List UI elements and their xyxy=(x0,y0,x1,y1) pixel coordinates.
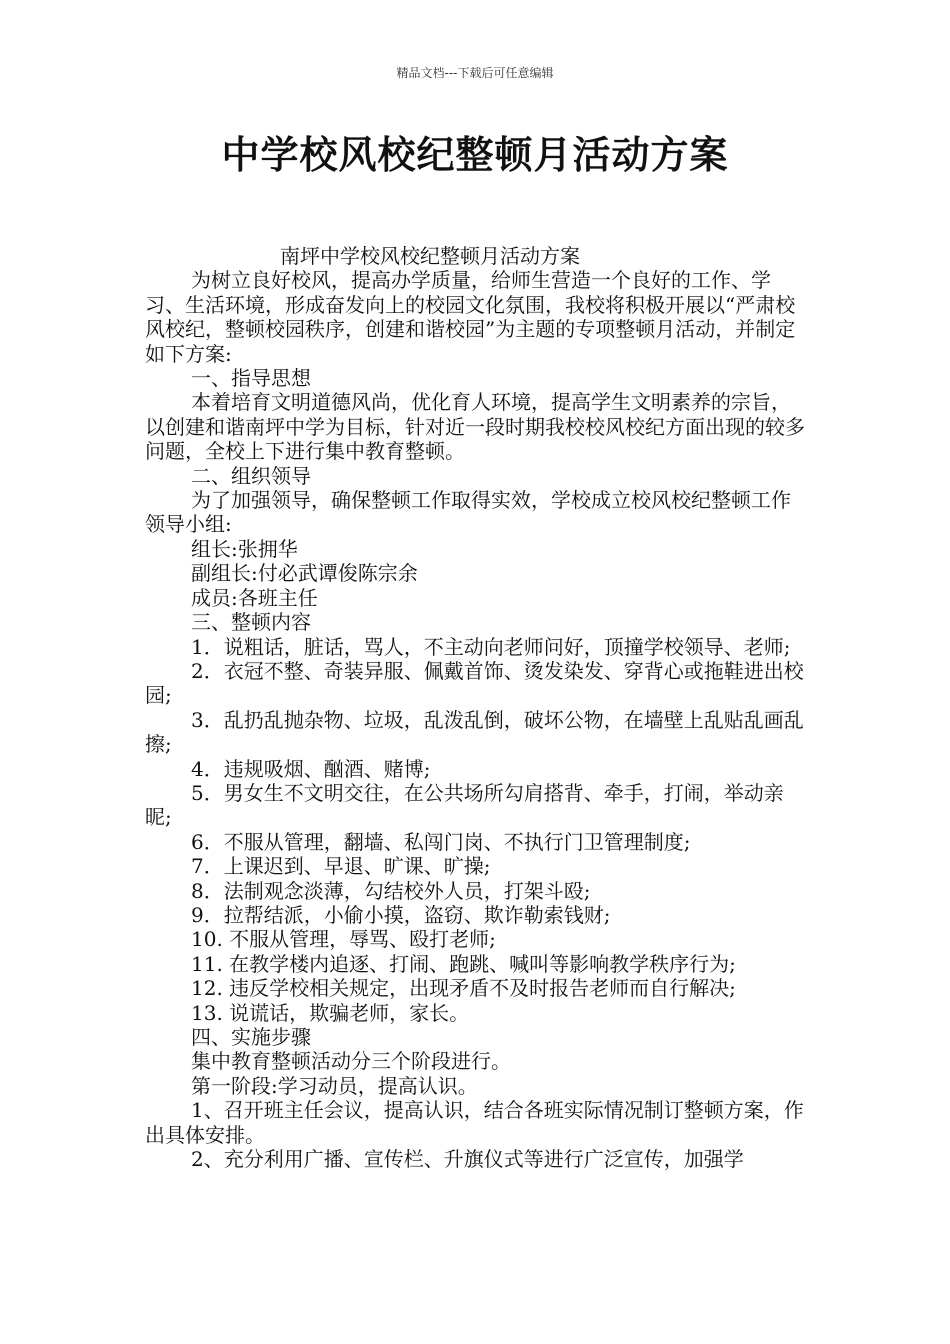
list-item: 4．违规吸烟、酗酒、赌博; xyxy=(191,756,431,781)
guiding-ideology-paragraph: 本着培育文明道德风尚，优化育人环境，提高学生文明素养的宗旨，以创建和谐南坪中学为目标，针对近一段时期我校校风校纪方面出现的较多问题，全校上下进行集中教育整顿。 xyxy=(145,390,805,464)
list-item: 2．衣冠不整、奇装异服、佩戴首饰、烫发染发、穿背心或拖鞋进出校园; xyxy=(145,658,804,708)
vice-leader-line: 副组长:付必武谭俊陈宗余 xyxy=(191,561,418,586)
list-item: 1．说粗话，脏话，骂人，不主动向老师问好，顶撞学校领导、老师; xyxy=(191,634,791,659)
organization-paragraph: 为了加强领导，确保整顿工作取得实效，学校成立校风校纪整顿工作领导小组: xyxy=(145,488,791,537)
header-note: 精品文档---下载后可任意编辑 xyxy=(396,66,554,80)
intro-paragraph: 为树立良好校风，提高办学质量，给师生营造一个良好的工作、学习、生活环境，形成奋发向上的校园文化氛围，我校将积极开展以“严肃校风校纪，整顿校园秩序，创建和谐校园”为主题的专项整顿月活动，并制定如下方案: xyxy=(145,268,796,366)
members-line: 成员:各班主任 xyxy=(191,585,318,610)
list-item: 10. 不服从管理，辱骂、殴打老师; xyxy=(191,927,496,952)
section-heading-rectification-content: 三、整顿内容 xyxy=(191,610,311,635)
list-item: 7．上课迟到、早退、旷课、旷操; xyxy=(191,854,491,879)
section-heading-organization: 二、组织领导 xyxy=(191,463,311,488)
section-heading-guiding-ideology: 一、指导思想 xyxy=(191,366,311,391)
section-heading-implementation-steps: 四、实施步骤 xyxy=(191,1025,311,1049)
document-title: 中学校风校纪整顿月活动方案 xyxy=(221,133,729,177)
list-item: 6．不服从管理，翻墙、私闯门岗、不执行门卫管理制度; xyxy=(191,829,691,854)
list-item: 13. 说谎话，欺骗老师，家长。 xyxy=(191,1000,470,1025)
document-subtitle: 南坪中学校风校纪整顿月活动方案 xyxy=(280,244,580,268)
implementation-intro-line: 集中教育整顿活动分三个阶段进行。 xyxy=(191,1049,511,1074)
list-item: 12. 违反学校相关规定，出现矛盾不及时报告老师而自行解决; xyxy=(191,976,736,1001)
list-item: 3．乱扔乱抛杂物、垃圾，乱泼乱倒，破坏公物，在墙壁上乱贴乱画乱擦; xyxy=(145,707,804,757)
stage-one-line: 第一阶段:学习动员，提高认识。 xyxy=(191,1073,478,1098)
document-body xyxy=(145,244,809,1171)
list-item: 8．法制观念淡薄，勾结校外人员，打架斗殴; xyxy=(191,878,591,903)
list-item: 5．男女生不文明交往，在公共场所勾肩搭背、牵手，打闹，举动亲昵; xyxy=(145,780,784,830)
list-item: 9．拉帮结派，小偷小摸，盗窃、欺诈勒索钱财; xyxy=(191,902,611,927)
step-two-paragraph: 2、充分利用广播、宣传栏、升旗仪式等进行广泛宣传，加强学 xyxy=(191,1147,744,1172)
step-one-paragraph: 1、召开班主任会议，提高认识，结合各班实际情况制订整顿方案，作出具体安排。 xyxy=(145,1098,804,1147)
list-item: 11. 在教学楼内追逐、打闹、跑跳、喊叫等影响教学秩序行为; xyxy=(191,951,736,976)
group-leader-line: 组长:张拥华 xyxy=(191,536,298,561)
